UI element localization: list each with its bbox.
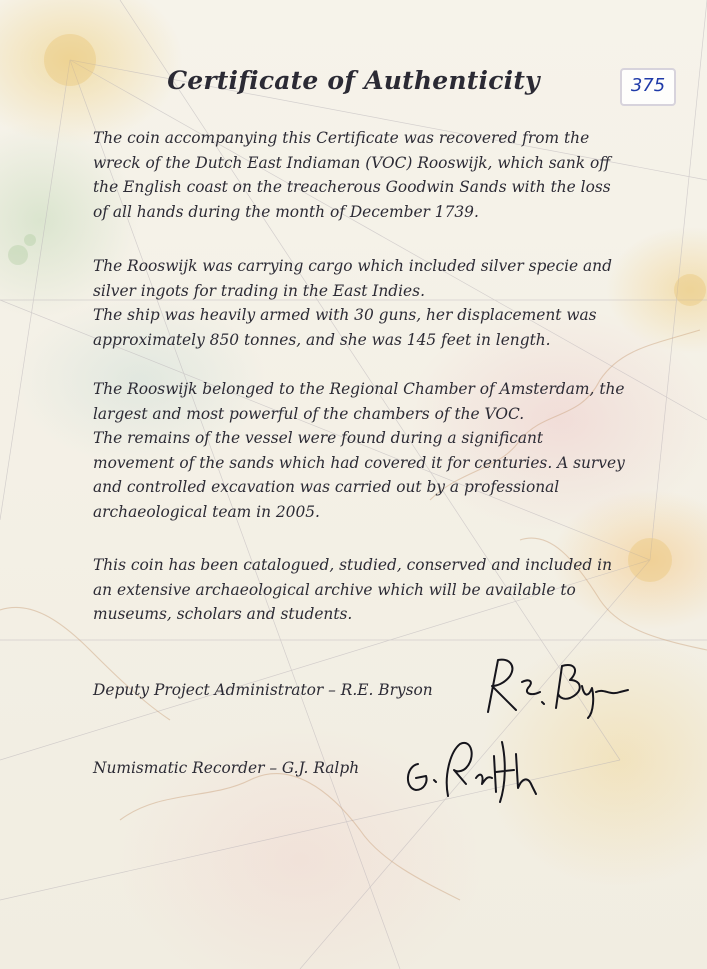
paragraph-chamber: The Rooswijk belonged to the Regional Chamber of Amsterdam, the largest and most powerful of the chambers of the VOC. The remains of the vessel were found during a significant movement of the sands which had covered it for centuries. A survey and controlled excavation was carried out by a professional archaeological team in 2005.	[93, 380, 625, 521]
certificate-title: Certificate of Authenticity	[167, 66, 540, 95]
signatory-numismatic-recorder: Numismatic Recorder – G.J. Ralph	[93, 759, 360, 777]
reference-number: 375	[620, 68, 676, 106]
paragraph-cargo: The Rooswijk was carrying cargo which included silver specie and silver ingots for trading in the East Indies. The ship was heavily armed with 30 guns, her displacement was approximately 850 tonnes, and she was 145 feet in length.	[93, 257, 612, 349]
signature-ralph	[396, 732, 546, 807]
signature-bryson	[470, 652, 630, 722]
paragraph-recovery: The coin accompanying this Certificate was recovered from the wreck of the Dutch East Indiaman (VOC) Rooswijk, which sank off the English coast on the treacherous Goodwin Sands with the loss of all hands during the month of December 1739.	[93, 129, 611, 221]
paragraph-archive: This coin has been catalogued, studied, conserved and included in an extensive archaeological archive which will be available to museums, scholars and students.	[93, 556, 612, 624]
signatory-deputy-administrator: Deputy Project Administrator – R.E. Bryson	[93, 681, 433, 699]
